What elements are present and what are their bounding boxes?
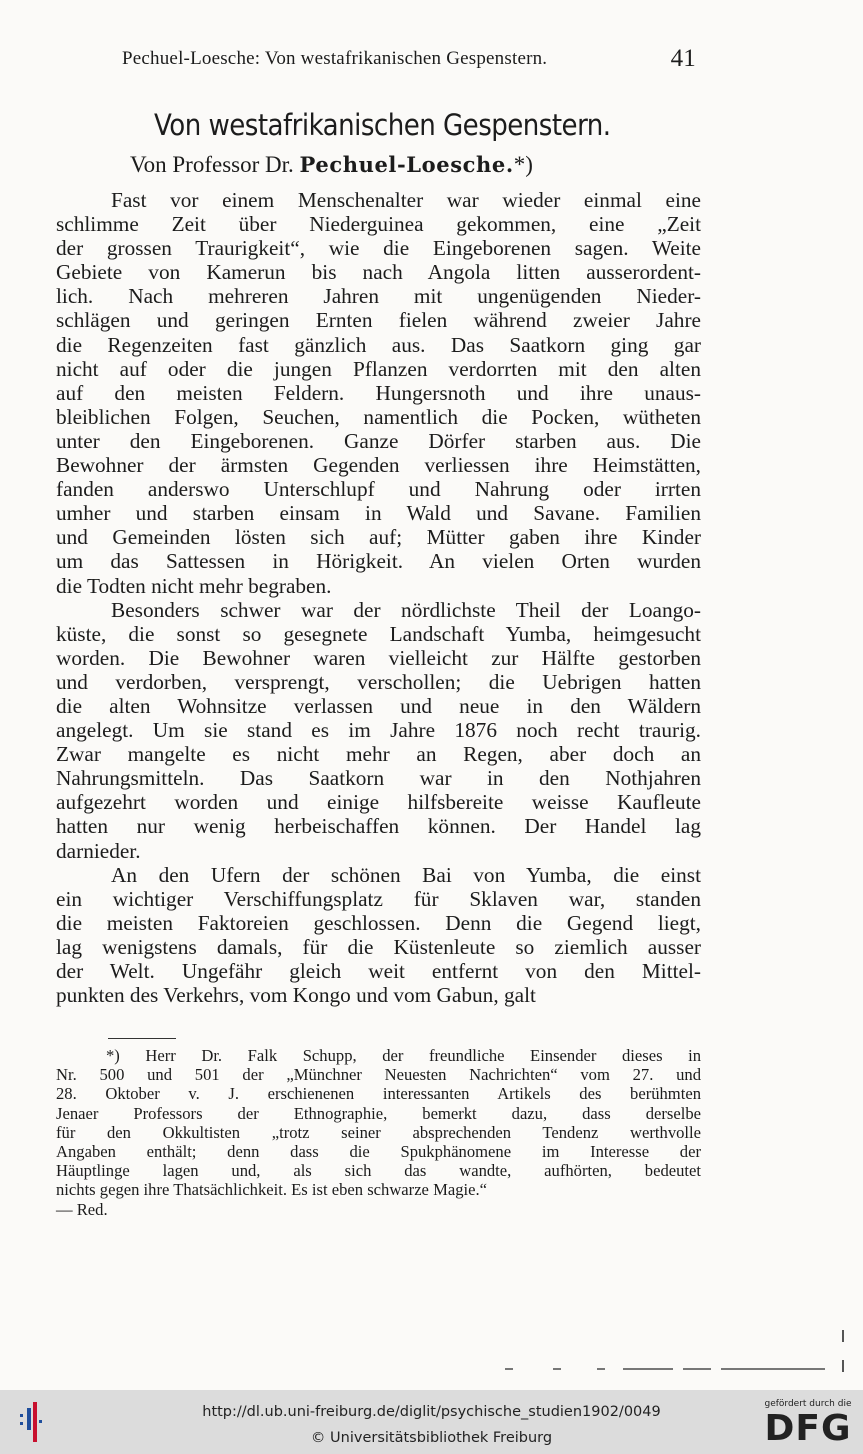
footnote-line: Nr. 500 und 501 der „Münchner Neuesten Nachrichten“ vom 27. und [56, 1065, 701, 1085]
scan-ruler-marks [505, 1368, 825, 1370]
footnote-line: *) Herr Dr. Falk Schupp, der freundliche Einsender dieses in [106, 1046, 701, 1065]
body-line: Bewohner der ärmsten Gegenden verliessen ihre Heimstätten, [56, 453, 701, 478]
body-line: um das Sattessen in Hörigkeit. An vielen Orten wurden [56, 549, 701, 574]
body-line: Nahrungsmitteln. Das Saatkorn war in den Nothjahren [56, 766, 701, 791]
body-line: die Todten nicht mehr begraben. [56, 573, 332, 598]
article-title: Von westafrikanischen Gespenstern. [154, 108, 611, 142]
author-prefix: Von Professor Dr. [130, 152, 294, 177]
running-head [122, 45, 696, 78]
body-line: Besonders schwer war der nördlichste Theil der Loango- [111, 597, 701, 622]
body-line: Fast vor einem Menschenalter war wieder einmal eine [111, 188, 701, 212]
body-line: schlimme Zeit über Niederguinea gekommen, eine „Zeit [56, 212, 701, 237]
body-line: worden. Die Bewohner waren vielleicht zur Hälfte gestorben [56, 645, 701, 670]
body-line: lich. Nach mehreren Jahren mit ungenügenden Nieder- [56, 284, 701, 309]
body-line: fanden anderswo Unterschlupf und Nahrung oder irrten [56, 477, 701, 502]
running-head-title: Pechuel-Loesche: Von westafrikanischen Gespenstern. [122, 48, 548, 69]
copyright-notice: © Universitätsbibliothek Freiburg [310, 1430, 553, 1446]
body-line: der Welt. Ungefähr gleich weit entfernt von den Mittel- [56, 959, 701, 983]
body-line: und Gemeinden lösten sich auf; Mütter gaben ihre Kinder [56, 525, 701, 550]
body-line: lag wenigstens damals, für die Küstenleute so ziemlich ausser [56, 934, 701, 959]
footnote [56, 1046, 701, 1219]
body-line: angelegt. Um sie stand es im Jahre 1876 noch recht traurig. [56, 718, 701, 743]
body-line: Gebiete von Kamerun bis nach Angola litten ausserordent- [56, 260, 701, 285]
author-name: Pechuel-Loesche. [299, 152, 514, 177]
footnote-line: nichts gegen ihre Thatsächlichkeit. Es ist eben schwarze Magie.“ [56, 1180, 487, 1200]
body-line: küste, die sonst so gesegnete Landschaft Yumba, heimgesucht [56, 621, 701, 646]
body-line: auf den meisten Feldern. Hungersnoth und ihre unaus- [56, 380, 701, 405]
article-body [56, 188, 701, 1007]
body-line: umher und starben einsam in Wald und Savane. Familien [56, 501, 701, 526]
dfg-logo-icon: DFG [764, 1408, 852, 1449]
body-line: nicht auf oder die jungen Pflanzen verdorrten mit den alten [56, 356, 701, 381]
body-line: die Regenzeiten fast gänzlich aus. Das Saatkorn ging gar [56, 332, 701, 357]
body-line: unter den Eingeborenen. Ganze Dörfer starben aus. Die [56, 428, 701, 453]
body-line: bleiblichen Folgen, Seuchen, namentlich die Pocken, wütheten [56, 404, 701, 429]
page-number: 41 [670, 45, 696, 72]
permalink-url[interactable]: http://dl.ub.uni-freiburg.de/diglit/psychische_studien1902/0049 [202, 1404, 661, 1420]
footnote-marker: *) [513, 152, 533, 177]
body-line: hatten nur wenig herbeischaffen können. Der Handel lag [56, 814, 701, 839]
dfg-caption: gefördert durch die [764, 1399, 852, 1409]
footnote-line: 28. Oktober v. J. erschienenen interessanten Artikels des berühmten [56, 1084, 701, 1104]
body-line: die alten Wohnsitze verlassen und neue in den Wäldern [56, 693, 701, 718]
body-line: ein wichtiger Verschiffungsplatz für Sklaven war, standen [56, 886, 701, 911]
body-line: der grossen Traurigkeit“, wie die Eingeborenen sagen. Weite [56, 236, 701, 261]
body-line: An den Ufern der schönen Bai von Yumba, die einst [111, 862, 701, 887]
footnote-line: Angaben enthält; denn dass die Spukphänomene im Interesse der [56, 1141, 701, 1161]
body-line: schlägen und geringen Ernten fielen während zweier Jahre [56, 308, 701, 333]
footnote-line: Jenaer Professors der Ethnographie, bemerkt dazu, dass derselbe [56, 1103, 701, 1123]
author-line [130, 152, 533, 178]
scan-edge-mark [842, 1360, 844, 1372]
scan-edge-mark [842, 1330, 844, 1342]
body-line: aufgezehrt worden und einige hilfsbereite weisse Kaufleute [56, 790, 701, 815]
body-line: Zwar mangelte es nicht mehr an Regen, aber doch an [56, 742, 701, 767]
body-line: punkten des Verkehrs, vom Kongo und vom Gabun, galt [56, 983, 536, 1008]
footnote-line: — Red. [56, 1199, 108, 1219]
footnote-line: für den Okkultisten „trotz seiner absprechenden Tendenz werthvolle [56, 1122, 701, 1142]
body-line: die meisten Faktoreien geschlossen. Denn die Gegend liegt, [56, 910, 701, 935]
footnote-rule [108, 1038, 176, 1039]
body-line: darnieder. [56, 838, 141, 863]
body-line: und verdorben, versprengt, verschollen; die Uebrigen hatten [56, 669, 701, 694]
footnote-line: Häuptlinge lagen und, als sich das wandte, aufhörten, bedeutet [56, 1161, 701, 1181]
